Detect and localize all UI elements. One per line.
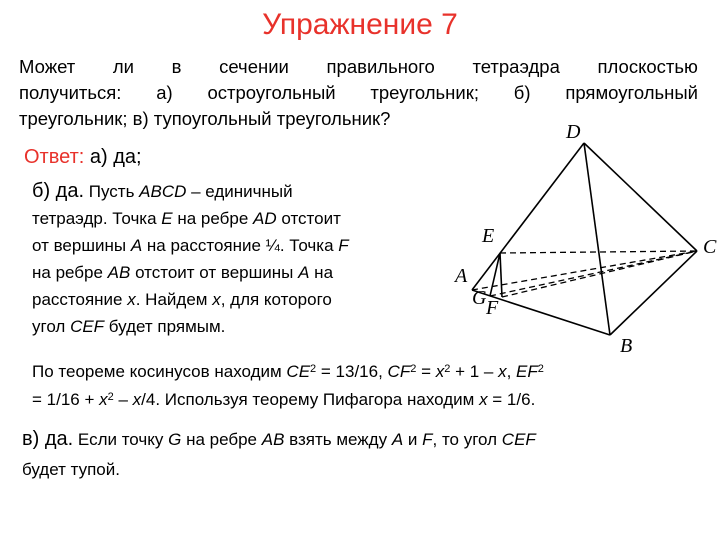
edge-ac-hidden (472, 251, 697, 290)
point-label-e: E (482, 225, 495, 247)
text: По теореме косинусов находим (32, 362, 287, 381)
part-b-line-5 (32, 286, 452, 313)
vertex-label-c: C (703, 236, 717, 258)
edge-bc (610, 251, 697, 335)
question-line-3: треугольник; в) тупоугольный треугольник? (19, 108, 391, 129)
answer-a: а) да; (89, 146, 142, 168)
segment-fc-hidden (502, 251, 697, 297)
word: ли (112, 56, 135, 77)
part-c-head: в) да. (22, 428, 74, 450)
part-c-line-1 (22, 424, 702, 455)
point-label-g: G (472, 287, 487, 309)
text: , то угол (432, 430, 502, 449)
vertex-label-d: D (566, 121, 581, 143)
formula-line-1 (32, 358, 702, 386)
text: и (403, 430, 423, 449)
text: отстоит (276, 209, 341, 228)
var: ABCD (139, 182, 187, 201)
part-b-line-3 (32, 232, 452, 259)
exp: 2 (410, 363, 417, 375)
part-b-line-1 (32, 178, 452, 205)
word: остроугольный (207, 82, 336, 103)
edge-dc (584, 143, 697, 251)
word: Может (19, 56, 76, 77)
word: а) (156, 82, 173, 103)
word: треугольник; (370, 82, 479, 103)
var: CE (286, 362, 311, 381)
var: CEF (70, 317, 105, 336)
word: б) (513, 82, 531, 103)
word: правильного (326, 56, 435, 77)
var: x (435, 362, 445, 381)
word: в (171, 56, 182, 77)
part-b-head: б) да. (32, 180, 85, 202)
exp: 2 (107, 391, 114, 403)
answer-line (24, 144, 142, 170)
text: Если точку (73, 430, 169, 449)
edge-db (584, 143, 610, 335)
exp: 2 (444, 363, 451, 375)
text: на ребре (172, 209, 254, 228)
var: CEF (501, 430, 536, 449)
part-b-line-6 (32, 313, 452, 340)
text: , для которого (220, 290, 332, 309)
formula-line-2 (32, 386, 702, 414)
var: F (338, 236, 349, 255)
part-b-line-2 (32, 205, 452, 232)
text: , (506, 362, 517, 381)
part-c-line-2: будет тупой. (22, 460, 120, 479)
text: будет прямым. (104, 317, 226, 336)
var: AB (107, 263, 131, 282)
var: G (168, 430, 182, 449)
segment-gc-hidden (490, 251, 697, 296)
var: A (298, 263, 310, 282)
word: получиться: (19, 82, 122, 103)
word: плоскостью (597, 56, 698, 77)
part-b-line-4 (32, 259, 452, 286)
var: AD (253, 209, 277, 228)
part-c (22, 424, 702, 485)
text: на расстояние ¼. Точка (142, 236, 339, 255)
formula-paragraph (32, 358, 702, 414)
text: – (113, 390, 133, 409)
segment-eg (490, 253, 500, 296)
edge-da (472, 143, 584, 290)
text: = (416, 362, 436, 381)
text: = 13/16, (316, 362, 388, 381)
var: x (99, 390, 108, 409)
text: отстоит от вершины (130, 263, 299, 282)
text: + 1 – (450, 362, 499, 381)
var: AB (261, 430, 285, 449)
var: x (212, 290, 221, 309)
text: = 1/6. (487, 390, 536, 409)
var: x (127, 290, 136, 309)
text: угол (32, 317, 71, 336)
vertex-label-a: A (455, 265, 468, 287)
exp: 2 (537, 363, 544, 375)
question-line-1 (19, 54, 698, 80)
text: тетраэдр. Точка (32, 209, 162, 228)
text: /4. Используя теорему Пифагора находим (141, 390, 480, 409)
text: взять между (284, 430, 392, 449)
word: сечении (219, 56, 289, 77)
var: CF (387, 362, 411, 381)
part-b (32, 178, 452, 340)
var: x (498, 362, 507, 381)
question-line-2 (19, 80, 698, 106)
segment-ec-hidden (500, 251, 697, 253)
edge-ab (472, 290, 610, 335)
text: расстояние (32, 290, 128, 309)
var: x (479, 390, 488, 409)
answer-label: Ответ: (24, 146, 85, 168)
var: EF (516, 362, 538, 381)
text: на (309, 263, 334, 282)
var: E (161, 209, 173, 228)
text: – единичный (186, 182, 293, 201)
text: . Найдем (135, 290, 213, 309)
var: A (391, 430, 404, 449)
segment-ef (500, 253, 502, 297)
var: x (132, 390, 142, 409)
var: A (130, 236, 143, 255)
text: на ребре (32, 263, 108, 282)
vertex-label-b: B (620, 335, 633, 357)
point-label-f: F (486, 297, 499, 319)
text: от вершины (32, 236, 131, 255)
exp: 2 (310, 363, 317, 375)
word: прямоугольный (565, 82, 698, 103)
text: на ребре (181, 430, 262, 449)
slide-title: Упражнение 7 (262, 8, 458, 41)
text: Пусть (84, 182, 140, 201)
var: F (422, 430, 433, 449)
word: тетраэдра (472, 56, 560, 77)
text: = 1/16 + (32, 390, 100, 409)
